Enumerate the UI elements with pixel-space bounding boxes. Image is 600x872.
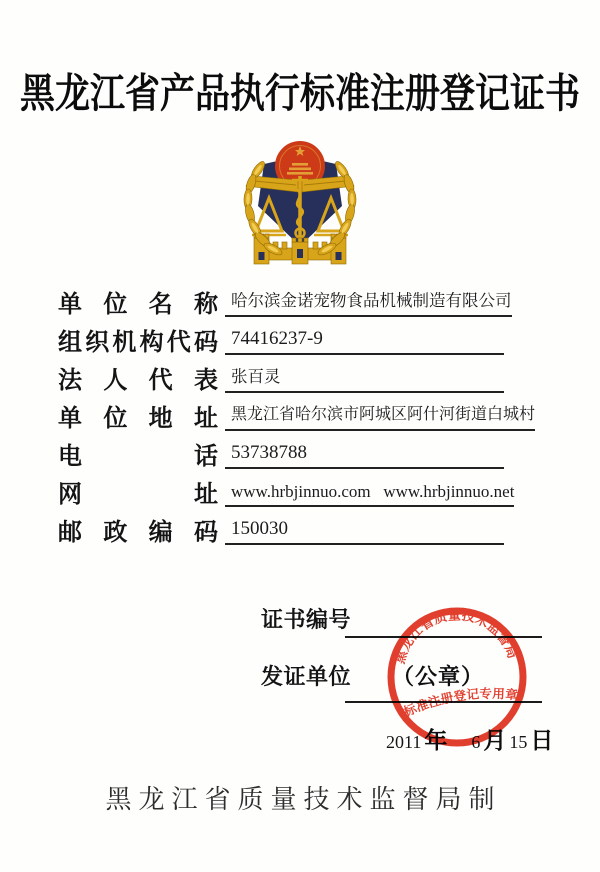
issue-date-year: 2011 (386, 732, 422, 752)
issue-date-month-unit: 月 (483, 728, 507, 753)
certificate-number-label: 证书编号 (261, 607, 352, 632)
seal-arc-text: 黑龙江省质量技术监督局 (391, 607, 521, 666)
issuer-seal-placeholder: （公章） (392, 664, 485, 689)
field-row-postal-code (58, 507, 504, 545)
field-label-phone: 电话 (58, 442, 218, 470)
svg-text:黑龙江省质量技术监督局 (392, 607, 521, 665)
issue-date-day: 15 (509, 732, 528, 752)
field-label-legal-rep: 法人代表 (58, 366, 218, 394)
field-value-address: 黑龙江省哈尔滨市阿城区阿什河街道白城村 (225, 405, 535, 431)
issuing-authority-footer: 黑龙江省质量技术监督局制 (105, 785, 502, 814)
issuer-label: 发证单位 (261, 664, 352, 689)
issue-date-day-unit: 日 (530, 728, 554, 753)
field-value-legal-rep: 张百灵 (225, 367, 504, 393)
field-label-website: 网址 (58, 480, 218, 508)
quality-supervision-emblem-icon (238, 136, 362, 268)
field-row-address (58, 393, 536, 432)
field-row-org-code (58, 317, 504, 355)
field-value-phone: 53738788 (225, 441, 504, 469)
field-value-org-code: 74416237-9 (225, 327, 504, 355)
field-row-unit-name (58, 279, 512, 318)
field-label-org-code: 组织机构代码 (58, 328, 218, 356)
field-value-unit-name: 哈尔滨金诺宠物食品机械制造有限公司 (225, 291, 512, 317)
field-label-unit-name: 单位名称 (58, 290, 218, 318)
field-value-postal-code: 150030 (225, 517, 504, 545)
field-row-legal-rep (58, 355, 504, 393)
field-row-website (58, 469, 515, 508)
field-value-website: www.hrbjinnuo.com www.hrbjinnuo.net (225, 481, 514, 507)
issue-date-month: 6 (471, 732, 481, 752)
field-row-phone (58, 431, 504, 469)
certificate-form (58, 279, 536, 546)
certificate-title: 黑龙江省产品执行标准注册登记证书 (19, 71, 580, 117)
issue-date-year-unit: 年 (424, 728, 448, 753)
field-label-address: 单位地址 (58, 404, 218, 432)
field-label-postal-code: 邮政编码 (58, 518, 218, 546)
seal-inner-text: 标准注册登记专用章 (401, 686, 519, 720)
